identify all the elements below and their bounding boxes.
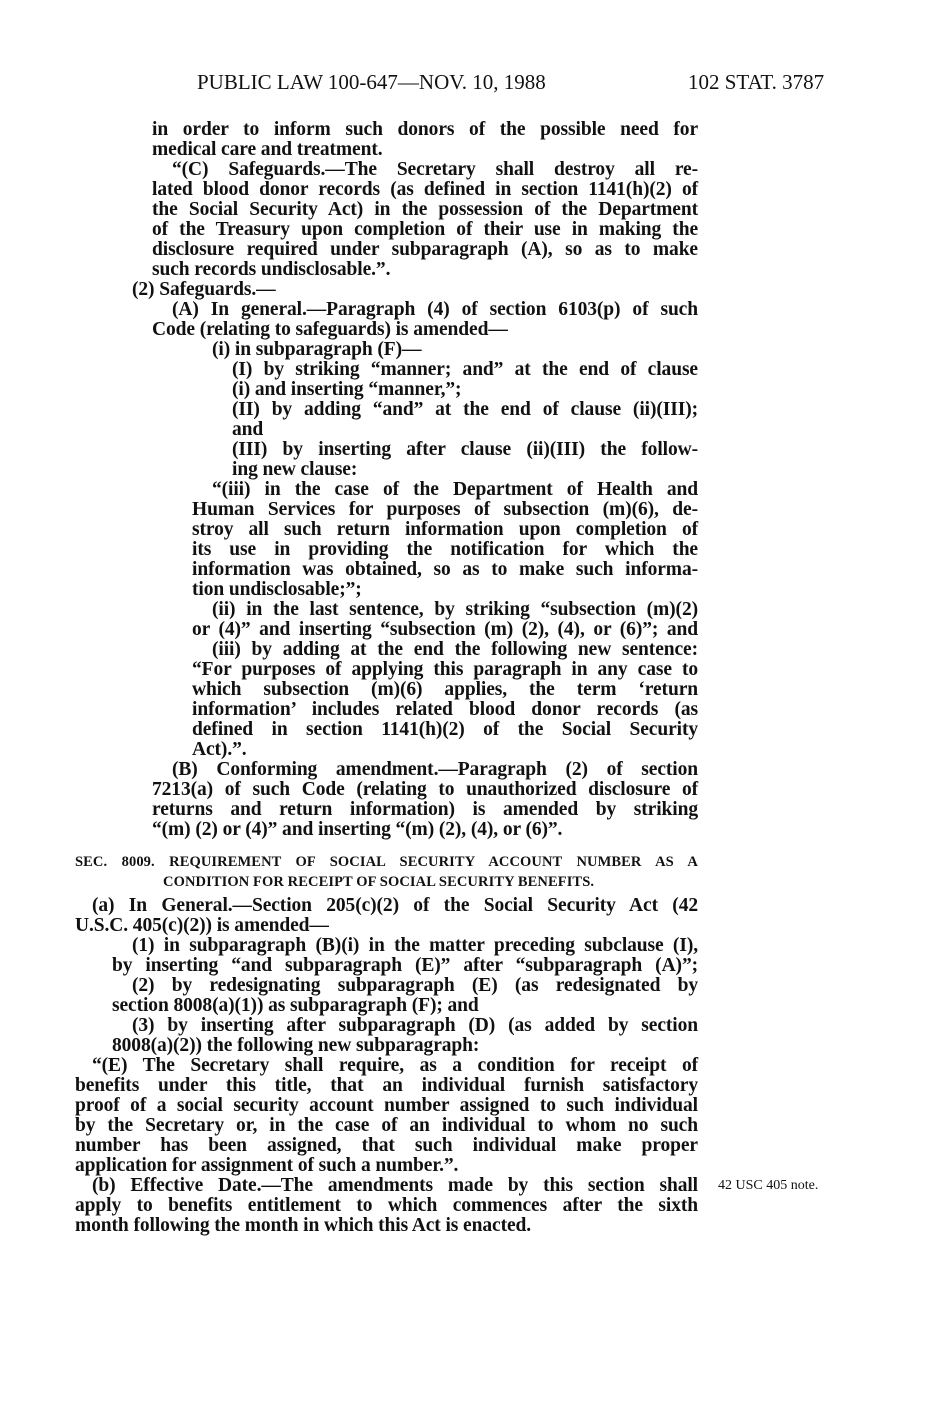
text-line: Code (relating to safeguards) is amended— xyxy=(152,319,508,340)
text-line: tion undisclosable;”; xyxy=(192,579,362,600)
running-header-left: PUBLIC LAW 100-647—NOV. 10, 1988 xyxy=(197,70,546,94)
text-line: or (4)” and inserting “subsection (m) (2), (4), or (6)”; and xyxy=(192,619,698,640)
text-line: application for assignment of such a number.”. xyxy=(75,1155,459,1176)
text-line: (III) by inserting after clause (ii)(III) the follow- xyxy=(232,439,698,460)
text-line: ing new clause: xyxy=(232,459,358,480)
text-line: (1) in subparagraph (B)(i) in the matter preceding subclause (I), xyxy=(132,935,698,956)
text-line: (A) In general.—Paragraph (4) of section 6103(p) of such xyxy=(172,299,698,320)
text-line: information was obtained, so as to make such informa- xyxy=(192,559,698,580)
text-line: the Social Security Act) in the possession of the Department xyxy=(152,199,698,220)
section-heading: CONDITION FOR RECEIPT OF SOCIAL SECURITY BENEFITS. xyxy=(163,874,595,890)
text-line: “(iii) in the case of the Department of Health and xyxy=(212,479,698,500)
text-line: (II) by adding “and” at the end of clause (ii)(III); xyxy=(232,399,698,420)
text-line: Human Services for purposes of subsection (m)(6), de- xyxy=(192,499,698,520)
text-line: (i) and inserting “manner,”; xyxy=(232,379,462,400)
text-line: “(m) (2) or (4)” and inserting “(m) (2), (4), or (6)”. xyxy=(152,819,563,840)
text-line: benefits under this title, that an individual furnish satisfactory xyxy=(75,1075,698,1096)
text-line: U.S.C. 405(c)(2)) is amended— xyxy=(75,915,329,936)
text-line: apply to benefits entitlement to which commences after the sixth xyxy=(75,1195,698,1216)
text-line: 7213(a) of such Code (relating to unauthorized disclosure of xyxy=(152,779,698,800)
section-heading: SEC. 8009. REQUIREMENT OF SOCIAL SECURITY ACCOUNT NUMBER AS A xyxy=(75,854,698,870)
text-line: and xyxy=(232,419,264,440)
text-line: defined in section 1141(h)(2) of the Social Security xyxy=(192,719,698,740)
text-line: by inserting “and subparagraph (E)” after “subparagraph (A)”; xyxy=(112,955,698,976)
text-line: “(C) Safeguards.—The Secretary shall destroy all re- xyxy=(172,159,698,180)
text-line: “For purposes of applying this paragraph in any case to xyxy=(192,659,698,680)
text-line: (a) In General.—Section 205(c)(2) of the Social Security Act (42 xyxy=(92,895,698,916)
text-line: by the Secretary or, in the case of an individual to whom no such xyxy=(75,1115,698,1136)
text-line: information’ includes related blood donor records (as xyxy=(192,699,698,720)
text-line: (I) by striking “manner; and” at the end of clause xyxy=(232,359,698,380)
paragraph-heading: (2) Safeguards.— xyxy=(132,279,276,300)
text-line: lated blood donor records (as defined in section 1141(h)(2) of xyxy=(152,179,698,200)
text-line: Act).”. xyxy=(192,739,247,760)
text-line: number has been assigned, that such individual make proper xyxy=(75,1135,698,1156)
text-line: (iii) by adding at the end the following new sentence: xyxy=(212,639,698,660)
text-line: such records undisclosable.”. xyxy=(152,259,391,280)
text-line: section 8008(a)(1)) as subparagraph (F); and xyxy=(112,995,479,1016)
text-line: (ii) in the last sentence, by striking “subsection (m)(2) xyxy=(212,599,698,620)
text-line: returns and return information) is amended by striking xyxy=(152,799,698,820)
running-header-right: 102 STAT. 3787 xyxy=(688,70,825,94)
text-line: medical care and treatment. xyxy=(152,139,383,160)
text-line: (B) Conforming amendment.—Paragraph (2) of section xyxy=(172,759,698,780)
text-line: disclosure required under subparagraph (A), so as to make xyxy=(152,239,698,260)
text-line: (2) by redesignating subparagraph (E) (as redesignated by xyxy=(132,975,698,996)
text-line: 8008(a)(2)) the following new subparagraph: xyxy=(112,1035,480,1056)
text-line: its use in providing the notification for which the xyxy=(192,539,698,560)
text-line: “(E) The Secretary shall require, as a condition for receipt of xyxy=(92,1055,698,1076)
text-line: of the Treasury upon completion of their use in making the xyxy=(152,219,698,240)
text-line: (3) by inserting after subparagraph (D) (as added by section xyxy=(132,1015,698,1036)
margin-note: 42 USC 405 note. xyxy=(718,1178,819,1193)
text-line: (b) Effective Date.—The amendments made by this section shall xyxy=(92,1175,698,1196)
text-line: which subsection (m)(6) applies, the term ‘return xyxy=(192,679,698,700)
text-line: (i) in subparagraph (F)— xyxy=(212,339,422,360)
text-line: stroy all such return information upon completion of xyxy=(192,519,698,540)
text-line: in order to inform such donors of the possible need for xyxy=(152,119,698,140)
text-line: month following the month in which this Act is enacted. xyxy=(75,1215,532,1236)
text-line: proof of a social security account number assigned to such individual xyxy=(75,1095,698,1116)
